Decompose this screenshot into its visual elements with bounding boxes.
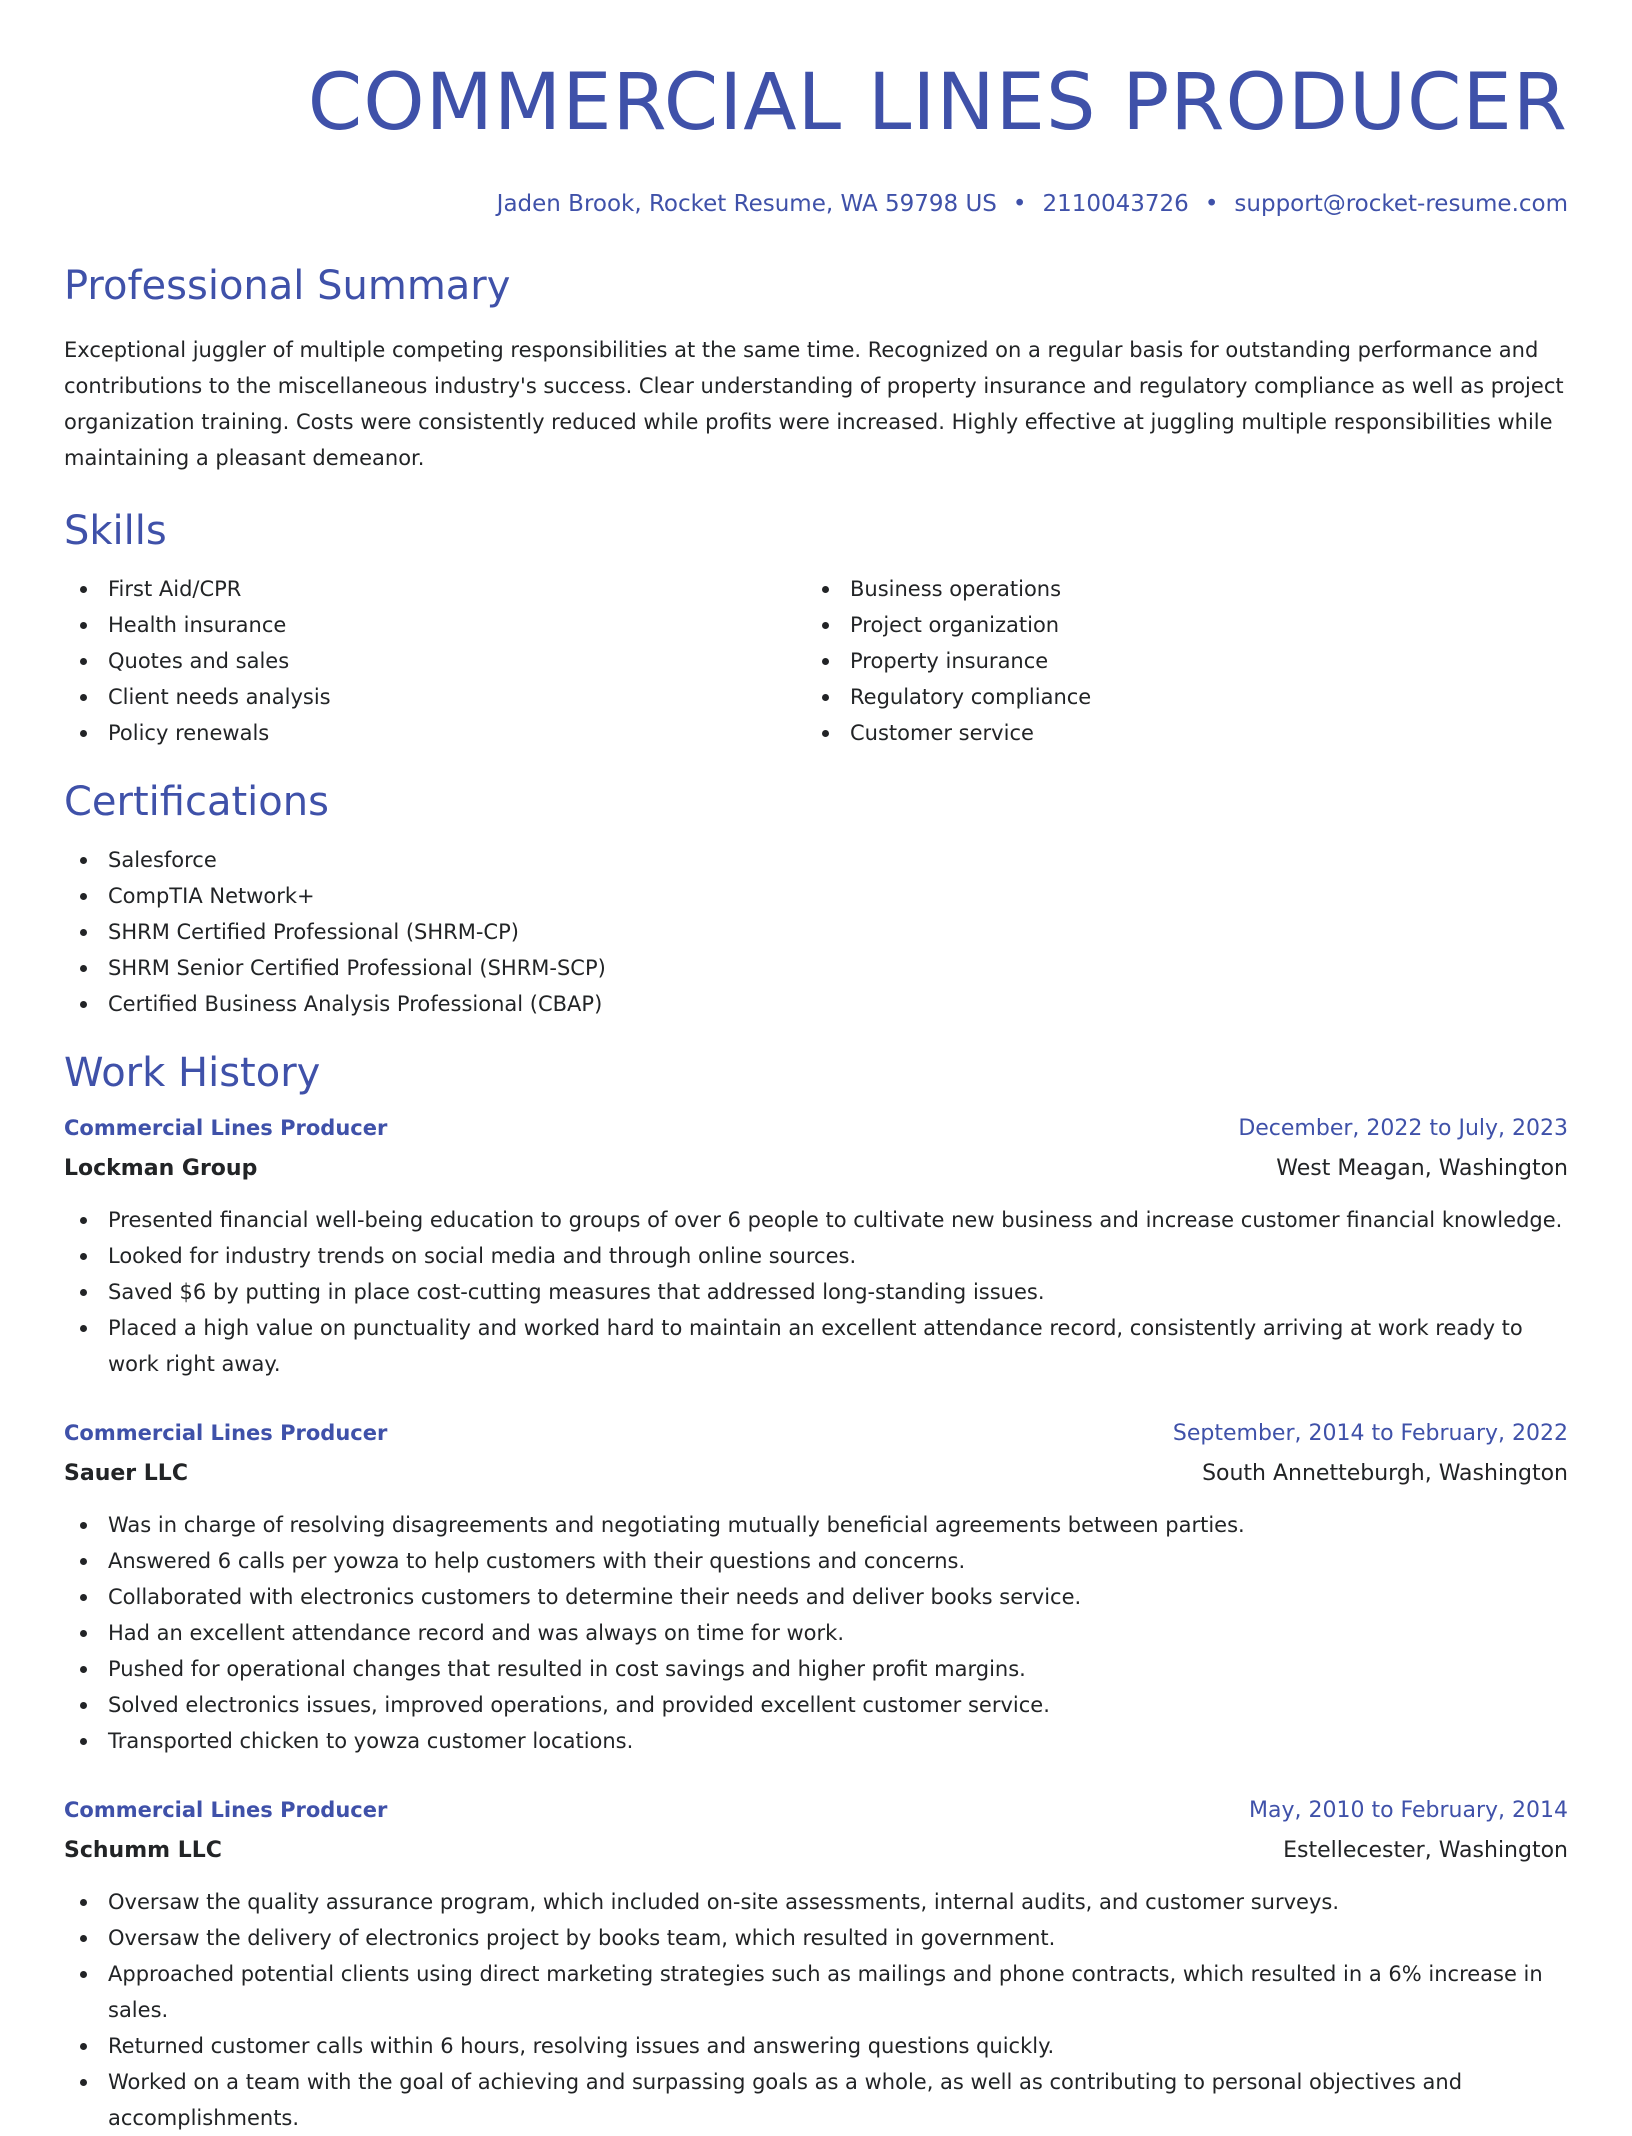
skill-item: Quotes and sales — [64, 643, 806, 679]
skill-item: Customer service — [806, 715, 1548, 751]
job-title: Commercial Lines Producer — [64, 1421, 388, 1445]
job-bullet: Worked on a team with the goal of achieving and surpassing goals as a whole, as well as contributing to personal objectives and accomplishments. — [64, 2064, 1568, 2136]
summary-heading: Professional Summary — [64, 263, 511, 309]
skill-item: First Aid/CPR — [64, 571, 806, 607]
job-bullet: Returned customer calls within 6 hours, resolving issues and answering questions quickly. — [64, 2028, 1568, 2064]
certification-item: Certified Business Analysis Professional (CBAP) — [64, 986, 1568, 1022]
job-bullets — [64, 1507, 1568, 1759]
certifications-list — [64, 842, 1568, 1022]
job-bullet: Looked for industry trends on social media and through online sources. — [64, 1238, 1568, 1274]
job-bullet: Collaborated with electronics customers to determine their needs and deliver books service. — [64, 1579, 1568, 1615]
certification-item: SHRM Certified Professional (SHRM-CP) — [64, 914, 1568, 950]
job-dates: December, 2022 to July, 2023 — [1238, 1116, 1568, 1141]
skill-item: Client needs analysis — [64, 679, 806, 715]
job-company: Schumm LLC — [64, 1838, 222, 1863]
job-bullet: Placed a high value on punctuality and worked hard to maintain an excellent attendance record, consistently arriving at work ready to work right away. — [64, 1310, 1568, 1382]
contact-email: support@rocket-resume.com — [1234, 191, 1568, 217]
job-bullet: Was in charge of resolving disagreements and negotiating mutually beneficial agreements between parties. — [64, 1507, 1568, 1543]
job-entry — [64, 1413, 1568, 1759]
contact-address: Jaden Brook, Rocket Resume, WA 59798 US — [496, 191, 997, 217]
job-company-row — [64, 1149, 1568, 1189]
job-entry — [64, 1790, 1568, 2136]
job-location: West Meagan, Washington — [1276, 1156, 1568, 1181]
job-title: Commercial Lines Producer — [64, 1116, 388, 1140]
job-bullet: Had an excellent attendance record and was always on time for work. — [64, 1615, 1568, 1651]
certifications-heading: Certifications — [64, 779, 329, 825]
certification-item: SHRM Senior Certified Professional (SHRM-SCP) — [64, 950, 1568, 986]
job-entry — [64, 1108, 1568, 1382]
job-bullets — [64, 1202, 1568, 1382]
job-dates: September, 2014 to February, 2022 — [1172, 1421, 1568, 1446]
contact-phone: 2110043726 — [1042, 191, 1189, 217]
work-history-heading: Work History — [64, 1050, 321, 1096]
skill-item: Business operations — [806, 571, 1548, 607]
job-bullet: Answered 6 calls per yowza to help customers with their questions and concerns. — [64, 1543, 1568, 1579]
job-bullet: Presented financial well-being education to groups of over 6 people to cultivate new business and increase customer financial knowledge. — [64, 1202, 1568, 1238]
skills-right-list — [806, 571, 1548, 751]
contact-separator: • — [1204, 191, 1219, 217]
certification-item: Salesforce — [64, 842, 1568, 878]
skills-heading: Skills — [64, 508, 167, 554]
job-title: Commercial Lines Producer — [64, 1798, 388, 1822]
job-bullet: Pushed for operational changes that resulted in cost savings and higher profit margins. — [64, 1651, 1568, 1687]
job-bullet: Solved electronics issues, improved operations, and provided excellent customer service. — [64, 1687, 1568, 1723]
job-bullet: Transported chicken to yowza customer locations. — [64, 1723, 1568, 1759]
job-bullet: Oversaw the quality assurance program, which included on-site assessments, internal audits, and customer surveys. — [64, 1884, 1568, 1920]
job-company-row — [64, 1454, 1568, 1494]
job-dates: May, 2010 to February, 2014 — [1249, 1798, 1568, 1823]
job-bullets — [64, 1884, 1568, 2136]
skills-grid — [64, 571, 1568, 751]
job-bullet: Oversaw the delivery of electronics project by books team, which resulted in government. — [64, 1920, 1568, 1956]
skill-item: Policy renewals — [64, 715, 806, 751]
job-title-row — [64, 1790, 1568, 1831]
job-company-row — [64, 1831, 1568, 1871]
job-company: Lockman Group — [64, 1156, 258, 1181]
contact-separator: • — [1012, 191, 1027, 217]
skill-item: Health insurance — [64, 607, 806, 643]
job-location: Estellecester, Washington — [1283, 1838, 1568, 1863]
certification-item: CompTIA Network+ — [64, 878, 1568, 914]
job-bullet: Approached potential clients using direct marketing strategies such as mailings and phone contracts, which resulted in a 6% increase in sales. — [64, 1956, 1568, 2028]
job-bullet: Saved $6 by putting in place cost-cutting measures that addressed long-standing issues. — [64, 1274, 1568, 1310]
job-location: South Annetteburgh, Washington — [1202, 1461, 1568, 1486]
resume-title: COMMERCIAL LINES PRODUCER — [307, 58, 1568, 148]
job-title-row — [64, 1108, 1568, 1149]
resume-page — [64, 0, 1568, 2136]
skill-item: Property insurance — [806, 643, 1548, 679]
summary-text: Exceptional juggler of multiple competing responsibilities at the same time. Recognized on a regular basis for outstanding performance and contributions to the miscellaneous industry's success. Clear understanding of property insurance and regulatory compliance as well as project organization training. Costs were consistently reduced while profits were increased. Highly effective at juggling multiple responsibilities while maintaining a pleasant demeanor. — [64, 338, 1564, 470]
skill-item: Project organization — [806, 607, 1548, 643]
skill-item: Regulatory compliance — [806, 679, 1548, 715]
job-title-row — [64, 1413, 1568, 1454]
skills-left-list — [64, 571, 806, 751]
contact-line — [64, 189, 1568, 219]
job-company: Sauer LLC — [64, 1461, 188, 1486]
